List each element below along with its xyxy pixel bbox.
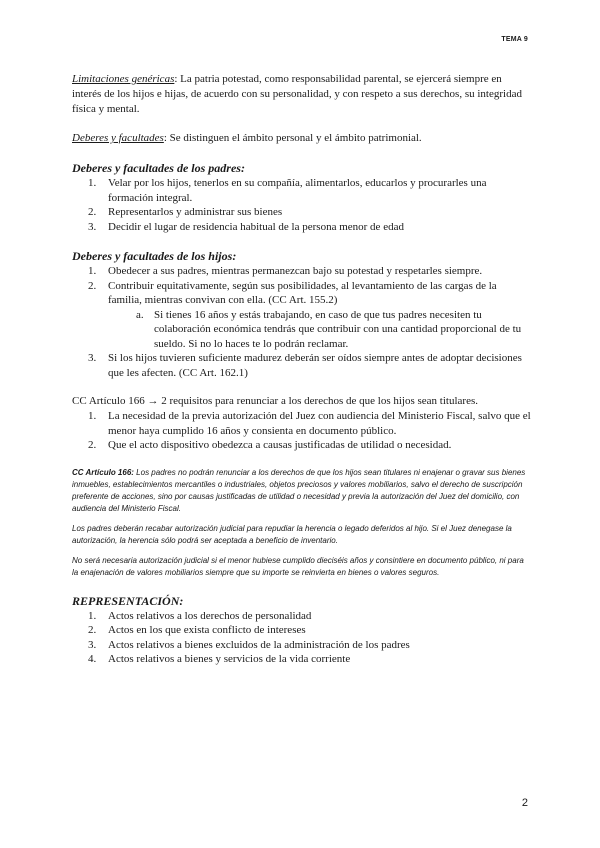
note-autorizacion: No será necesaria autorización judicial si el menor hubiese cumplido dieciséis años y consintiere en documento público, ni para la enajenación de valores mobiliarios siempre que su importe se reinvierta en bienes o valores seguros. (72, 555, 524, 577)
note-cc166-label: CC Artículo 166: (72, 467, 137, 477)
padres-list (72, 176, 532, 234)
limitaciones-text: : La patria potestad, como responsabilidad parental, se ejercerá siempre en interés de los hijos e hijas, de acuerdo con su personalidad, y con respeto a sus derechos, su integridad física y mental. (72, 73, 522, 115)
cc166-intro: CC Artículo 166 → 2 requisitos para renunciar a los derechos de que los hijos sean titulares. (72, 395, 478, 407)
note-herencia: Los padres deberán recabar autorización judicial para repudiar la herencia o legado deferidos al hijo. Si el Juez denegase la autorización, la herencia sólo podrá ser aceptada a beneficio de inventario. (72, 523, 512, 545)
deberes-facultades-label: Deberes y facultades (72, 132, 164, 144)
limitaciones-label: Limitaciones genéricas (72, 73, 175, 85)
list-item: 2. Contribuir equitativamente, según sus posibilidades, al levantamiento de las cargas de la familia, mientras convivan con ella. (CC Art. 155.2) (88, 279, 497, 306)
padres-heading: Deberes y facultades de los padres: (72, 161, 245, 175)
list-item: 1. Obedecer a sus padres, mientras permanezcan bajo su potestad y respetarles siempre. (88, 265, 483, 277)
list-item: 3. Actos relativos a bienes excluidos de la administración de los padres (88, 638, 410, 651)
deberes-facultades-text: : Se distinguen el ámbito personal y el ámbito patrimonial. (163, 132, 422, 144)
list-item: a. Si tienes 16 años y estás trabajando, en caso de que tus padres necesiten tu colaboración económica tendrás que contribuir con una cantidad proporcional de tu sueldo. Si no lo haces te lo podrán reclamar. (136, 308, 522, 350)
list-item: 1. Velar por los hijos, tenerlos en su compañía, alimentarlos, educarlos y procurarles una formación integral. (88, 177, 487, 204)
cc166-list (72, 409, 532, 453)
hijos-sublist (72, 308, 532, 352)
representacion-heading: REPRESENTACIÓN: (72, 593, 184, 608)
list-item: 3. Si los hijos tuvieren suficiente madurez deberán ser oídos siempre antes de adoptar decisiones que les afecten. (CC Art. 162.1) (88, 352, 522, 379)
list-item: 1. Actos relativos a los derechos de personalidad (88, 609, 312, 622)
note-cc166: CC Artículo 166: Los padres no podrán renunciar a los derechos de que los hijos sean titulares ni enajenar o gravar sus bienes inmuebles, establecimientos mercantiles o industriales, objetos preciosos y valores mobiliarios, salvo el derecho de suscripción preferente de acciones, sino por causas justificadas de utilidad o necesidad y previa la autorización del Juez del domicilio, con audiencia del Ministerio Fiscal. (72, 467, 526, 513)
list-item: 2. Que el acto dispositivo obedezca a causas justificadas de utilidad o necesidad. (88, 439, 452, 451)
list-item: 1. La necesidad de la previa autorización del Juez con audiencia del Ministerio Fiscal, salvo que el menor haya cumplido 16 años y consienta en documento público. (88, 410, 531, 437)
list-item: 3. Decidir el lugar de residencia habitual de la persona menor de edad (88, 220, 404, 233)
hijos-heading: Deberes y facultades de los hijos: (72, 249, 237, 263)
header-tag: TEMA 9 (501, 36, 528, 43)
list-item: 2. Actos en los que exista conflicto de intereses (88, 624, 306, 636)
representacion-list (72, 609, 532, 667)
page-content (72, 72, 532, 667)
deberes-facultades-paragraph (72, 131, 532, 146)
list-item: 2. Representarlos y administrar sus bienes (88, 206, 283, 218)
list-item: 4. Actos relativos a bienes y servicios de la vida corriente (88, 653, 351, 665)
page-number: 2 (521, 797, 528, 809)
hijos-list-continued (72, 351, 532, 380)
hijos-list (72, 264, 532, 308)
limitaciones-paragraph (72, 72, 532, 117)
